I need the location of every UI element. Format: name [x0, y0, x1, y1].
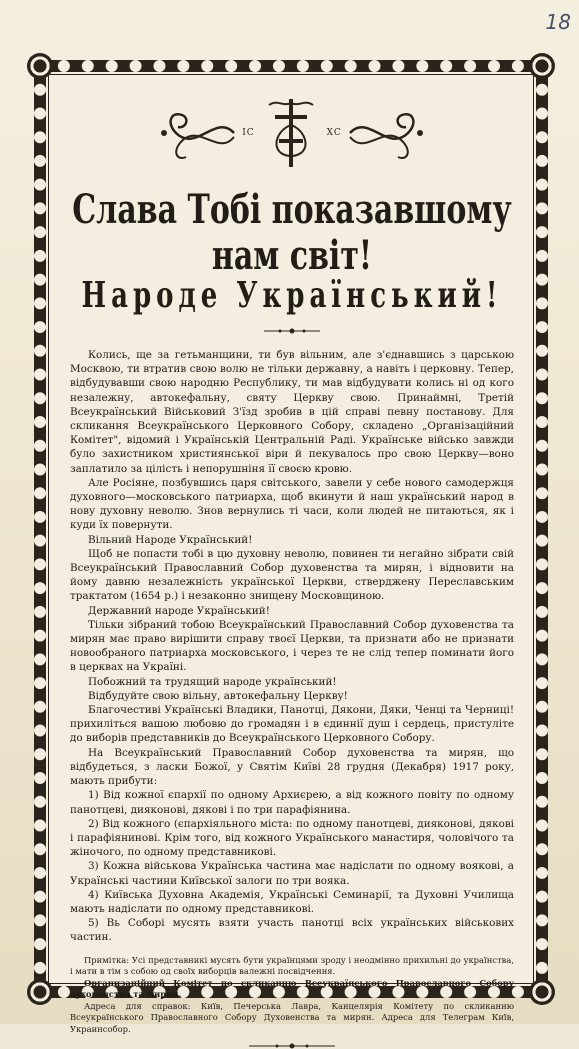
- ic-letters: IC: [242, 128, 255, 138]
- paragraph: Вільний Народе Український!: [88, 533, 253, 546]
- poster-subtitle: Народе Український!: [81, 276, 503, 317]
- paragraph: Благочестиві Українські Владики, Панотці, Дякони, Дяки, Ченці та Черниці! прихиліться вашою любовю до громадян і в єдиннії душ і сердець, пристуліте до виборів представників до Всеукраїнського Церковного Собору.: [70, 704, 514, 745]
- poster-content: [70, 92, 514, 1034]
- header-ornament: [70, 92, 514, 174]
- paragraph: Відбудуйте свою вільну, автокефальну Церкву!: [88, 689, 348, 702]
- cross-ornament-icon: [261, 95, 321, 171]
- corner-rosette-icon: [27, 53, 53, 79]
- poster-title: Слава Тобі показавшому нам світ!: [72, 186, 512, 280]
- paragraph: Колись, ще за гетьманщини, ти був вільним, але з'єднавшись з царською Москвою, ти втратив свою волю не тільки державну, а навіть і церковну. Тепер, відбудувавши свою народню Республику, ти мав відбудувати колись ні од кого незалежну, автокефальну, святу Церкву свою. Принаймні, Третій Всеукраїнський Військовий З'їзд зробив в цій справі певну постанову. Для скликання Всеукраїнського Церковного Собору, складено „Організаційний Комітет", відомий і Українській Центральній Раді. Українське військо завжди було захистником християнської віри й пекувалось про свою Церкву—воно заплатило за цілість і непорушніня її своєю кровю.: [70, 349, 514, 475]
- organizer-text: Организаційний Комітет по скликанню Всеукраїнського Православного Собору духовенства та мирян.: [70, 977, 514, 1000]
- note-text: Примітка: Усі представникі мусять бути українцями зроду і неодмінно прихильні до українства, і мати в тім з собою од своїх виборців валежні посвідчення.: [70, 954, 514, 977]
- list-item: 1) Від кожної єпархії по одному Архиєрею, а від кожного повіту по одному панотцеві, дияконові, дякові і по три парафіянина.: [70, 789, 514, 816]
- proclamation-text: [70, 348, 514, 945]
- paragraph: Щоб не попасти тобі в цю духовну неволю, повинен ти негайно зібрати свій Всеукраїнський Православний Собор духовенства та мирян, і відновити на йому давню незалежність української Церкви, стверджену Переславським трактатом (1654 р.) і незаконно знищену Московщиною.: [70, 547, 514, 603]
- paragraph: Державний народе Український!: [88, 604, 270, 617]
- corner-rosette-icon: [529, 53, 555, 79]
- right-scroll-ornament-icon: [348, 103, 428, 163]
- list-item: 4) Київська Духовна Академія, Українські Семинарії, та Духовні Училища мають надіслати по одному представникові.: [70, 888, 514, 915]
- paragraph: На Всеукраїнський Православний Собор духовенства та мирян, що відбудеться, з ласки Божої, у Святім Київі 28 грудня (Декабря) 1917 року, мають прибути:: [70, 746, 514, 788]
- corner-rosette-icon: [529, 979, 555, 1005]
- corner-rosette-icon: [27, 979, 53, 1005]
- left-scroll-ornament-icon: [156, 103, 236, 163]
- divider-ornament-icon: [262, 328, 322, 334]
- list-item: 5) Вь Соборі мусять взяти участь панотці всіх українських військових частин.: [70, 917, 514, 944]
- ornamental-border: [34, 60, 548, 1034]
- bottom-ornament-icon: [247, 1043, 337, 1049]
- archive-number: 18: [545, 10, 571, 34]
- paragraph: Але Росіяне, позбувшись царя світського, завели у себе нового самодержця духовного—московського патриарха, щоб вкинути й наш український народ в нову духовну неволю. Знов вернулись ті часи, коли людей не питаються, як і куди їх повернути.: [70, 476, 514, 532]
- list-item: 3) Кожна військова Українська частина має надіслати по одному воякові, а Українські частини Київської залоги по три вояка.: [70, 860, 514, 887]
- paragraph: Побожний та трудящий народе український!: [88, 675, 337, 688]
- paragraph: Тільки зібраний тобою Всеукраїнський Православний Собор духовенства та мирян має право вирішити справу твоєї Церкви, та признати або не признати новообраного патриарха московського, і через те не слід тепер поминати його в церквах на Україні.: [70, 618, 514, 674]
- xc-letters: XC: [326, 128, 342, 138]
- notes-section: [70, 955, 514, 1036]
- address-text: Адреса для справок: Київ, Печерська Лавра, Канцелярія Комітету по скликанню Всеукраїнського Православного Собору Духовенства та мирян. Адреса для Телеграм Київ, Украинсобор.: [70, 1000, 514, 1034]
- list-item: 2) Від кожного (єпархіяльного міста: по одному панотцеві, дияконові, дякові і парафіянинові. Крім того, від кожного Українського манастиря, чоловічого та жіночого, по одному представникові.: [70, 817, 514, 859]
